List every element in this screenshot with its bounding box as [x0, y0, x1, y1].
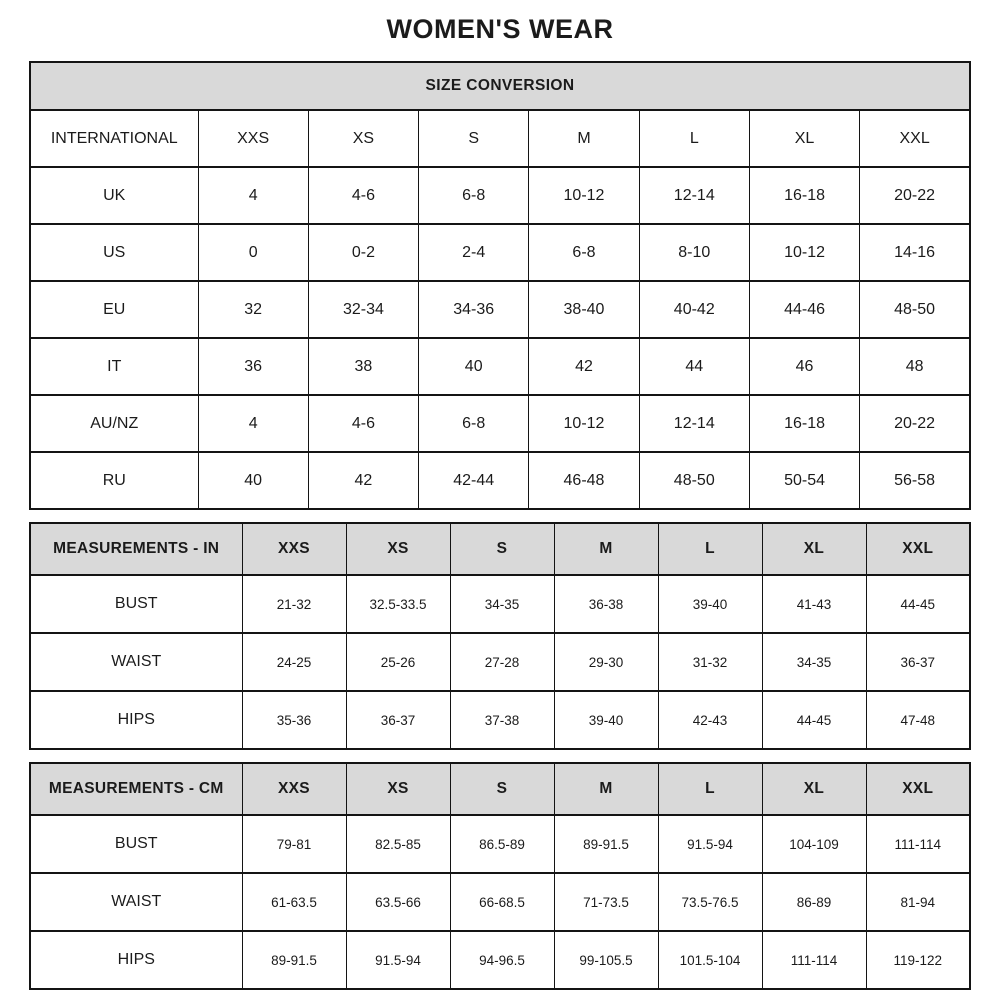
table-cell: 99-105.5 [554, 931, 658, 989]
measurements-cm-header-row [30, 763, 970, 815]
size-conversion-title: SIZE CONVERSION [30, 62, 970, 110]
column-header: XXS [242, 763, 346, 815]
table-caption-row [30, 62, 970, 110]
row-label: WAIST [30, 873, 242, 931]
table-cell: 39-40 [554, 691, 658, 749]
table-cell: 94-96.5 [450, 931, 554, 989]
table-cell: 41-43 [762, 575, 866, 633]
column-header: L [658, 763, 762, 815]
table-cell: 82.5-85 [346, 815, 450, 873]
table-row [30, 338, 970, 395]
table-cell: 34-35 [450, 575, 554, 633]
column-header: XXL [860, 110, 970, 167]
table-cell: 10-12 [749, 224, 859, 281]
row-label: HIPS [30, 691, 242, 749]
table-cell: 61-63.5 [242, 873, 346, 931]
column-header: MEASUREMENTS - CM [30, 763, 242, 815]
row-label: US [30, 224, 198, 281]
measurements-cm-table [29, 762, 971, 990]
table-row [30, 452, 970, 509]
column-header: XL [762, 523, 866, 575]
column-header: MEASUREMENTS - IN [30, 523, 242, 575]
table-cell: 46 [749, 338, 859, 395]
column-header: XS [346, 763, 450, 815]
table-cell: 50-54 [749, 452, 859, 509]
table-cell: 4-6 [308, 167, 418, 224]
table-cell: 35-36 [242, 691, 346, 749]
table-cell: 101.5-104 [658, 931, 762, 989]
table-row [30, 575, 970, 633]
table-cell: 46-48 [529, 452, 639, 509]
page-title: WOMEN'S WEAR [386, 14, 614, 44]
table-row [30, 395, 970, 452]
column-header: XL [749, 110, 859, 167]
column-header: XXL [866, 763, 970, 815]
table-row [30, 873, 970, 931]
row-label: BUST [30, 575, 242, 633]
column-header: S [450, 523, 554, 575]
table-cell: 36 [198, 338, 308, 395]
table-cell: 38-40 [529, 281, 639, 338]
table-cell: 20-22 [860, 395, 970, 452]
table-cell: 4 [198, 167, 308, 224]
table-cell: 32-34 [308, 281, 418, 338]
table-cell: 111-114 [762, 931, 866, 989]
table-cell: 16-18 [749, 395, 859, 452]
table-row [30, 281, 970, 338]
table-cell: 44-45 [762, 691, 866, 749]
table-cell: 12-14 [639, 167, 749, 224]
table-cell: 32 [198, 281, 308, 338]
table-row [30, 633, 970, 691]
table-cell: 91.5-94 [658, 815, 762, 873]
size-system-header-row [30, 110, 970, 167]
table-cell: 10-12 [529, 395, 639, 452]
column-header: L [658, 523, 762, 575]
table-cell: 79-81 [242, 815, 346, 873]
table-cell: 12-14 [639, 395, 749, 452]
table-cell: 86-89 [762, 873, 866, 931]
table-row [30, 167, 970, 224]
table-cell: 34-36 [419, 281, 529, 338]
table-cell: 4-6 [308, 395, 418, 452]
table-row [30, 691, 970, 749]
table-cell: 119-122 [866, 931, 970, 989]
table-cell: 86.5-89 [450, 815, 554, 873]
table-cell: 24-25 [242, 633, 346, 691]
column-header: L [639, 110, 749, 167]
table-cell: 16-18 [749, 167, 859, 224]
column-header: XS [308, 110, 418, 167]
table-cell: 14-16 [860, 224, 970, 281]
row-label: UK [30, 167, 198, 224]
table-cell: 63.5-66 [346, 873, 450, 931]
table-cell: 0-2 [308, 224, 418, 281]
column-header: XXL [866, 523, 970, 575]
table-cell: 40 [419, 338, 529, 395]
table-cell: 10-12 [529, 167, 639, 224]
table-cell: 42 [308, 452, 418, 509]
column-header: M [554, 523, 658, 575]
table-cell: 91.5-94 [346, 931, 450, 989]
row-label: RU [30, 452, 198, 509]
table-cell: 42-44 [419, 452, 529, 509]
table-cell: 71-73.5 [554, 873, 658, 931]
table-cell: 44-45 [866, 575, 970, 633]
measurements-in-header-row [30, 523, 970, 575]
table-cell: 31-32 [658, 633, 762, 691]
table-cell: 6-8 [529, 224, 639, 281]
table-cell: 48 [860, 338, 970, 395]
table-cell: 44-46 [749, 281, 859, 338]
table-cell: 25-26 [346, 633, 450, 691]
table-cell: 32.5-33.5 [346, 575, 450, 633]
table-cell: 36-37 [346, 691, 450, 749]
table-cell: 104-109 [762, 815, 866, 873]
table-cell: 44 [639, 338, 749, 395]
table-cell: 37-38 [450, 691, 554, 749]
table-cell: 29-30 [554, 633, 658, 691]
row-label: WAIST [30, 633, 242, 691]
table-cell: 34-35 [762, 633, 866, 691]
table-cell: 39-40 [658, 575, 762, 633]
column-header: XXS [198, 110, 308, 167]
table-cell: 36-37 [866, 633, 970, 691]
table-cell: 8-10 [639, 224, 749, 281]
table-cell: 21-32 [242, 575, 346, 633]
table-cell: 38 [308, 338, 418, 395]
measurements-in-table [29, 522, 971, 750]
table-cell: 20-22 [860, 167, 970, 224]
table-cell: 81-94 [866, 873, 970, 931]
table-cell: 48-50 [860, 281, 970, 338]
table-cell: 89-91.5 [554, 815, 658, 873]
row-label: AU/NZ [30, 395, 198, 452]
column-header: XXS [242, 523, 346, 575]
row-label: HIPS [30, 931, 242, 989]
table-cell: 56-58 [860, 452, 970, 509]
size-conversion-table [29, 61, 971, 510]
table-row [30, 815, 970, 873]
table-cell: 40-42 [639, 281, 749, 338]
row-label: EU [30, 281, 198, 338]
column-header: M [554, 763, 658, 815]
table-cell: 6-8 [419, 167, 529, 224]
table-row [30, 931, 970, 989]
table-cell: 47-48 [866, 691, 970, 749]
column-header: XS [346, 523, 450, 575]
table-cell: 6-8 [419, 395, 529, 452]
column-header: M [529, 110, 639, 167]
table-cell: 36-38 [554, 575, 658, 633]
table-cell: 0 [198, 224, 308, 281]
column-header: S [419, 110, 529, 167]
table-cell: 66-68.5 [450, 873, 554, 931]
table-cell: 4 [198, 395, 308, 452]
table-cell: 2-4 [419, 224, 529, 281]
table-cell: 73.5-76.5 [658, 873, 762, 931]
table-cell: 48-50 [639, 452, 749, 509]
table-cell: 42-43 [658, 691, 762, 749]
column-header: XL [762, 763, 866, 815]
table-cell: 42 [529, 338, 639, 395]
column-header: INTERNATIONAL [30, 110, 198, 167]
column-header: S [450, 763, 554, 815]
row-label: IT [30, 338, 198, 395]
table-row [30, 224, 970, 281]
row-label: BUST [30, 815, 242, 873]
table-cell: 111-114 [866, 815, 970, 873]
table-cell: 40 [198, 452, 308, 509]
table-cell: 89-91.5 [242, 931, 346, 989]
table-cell: 27-28 [450, 633, 554, 691]
